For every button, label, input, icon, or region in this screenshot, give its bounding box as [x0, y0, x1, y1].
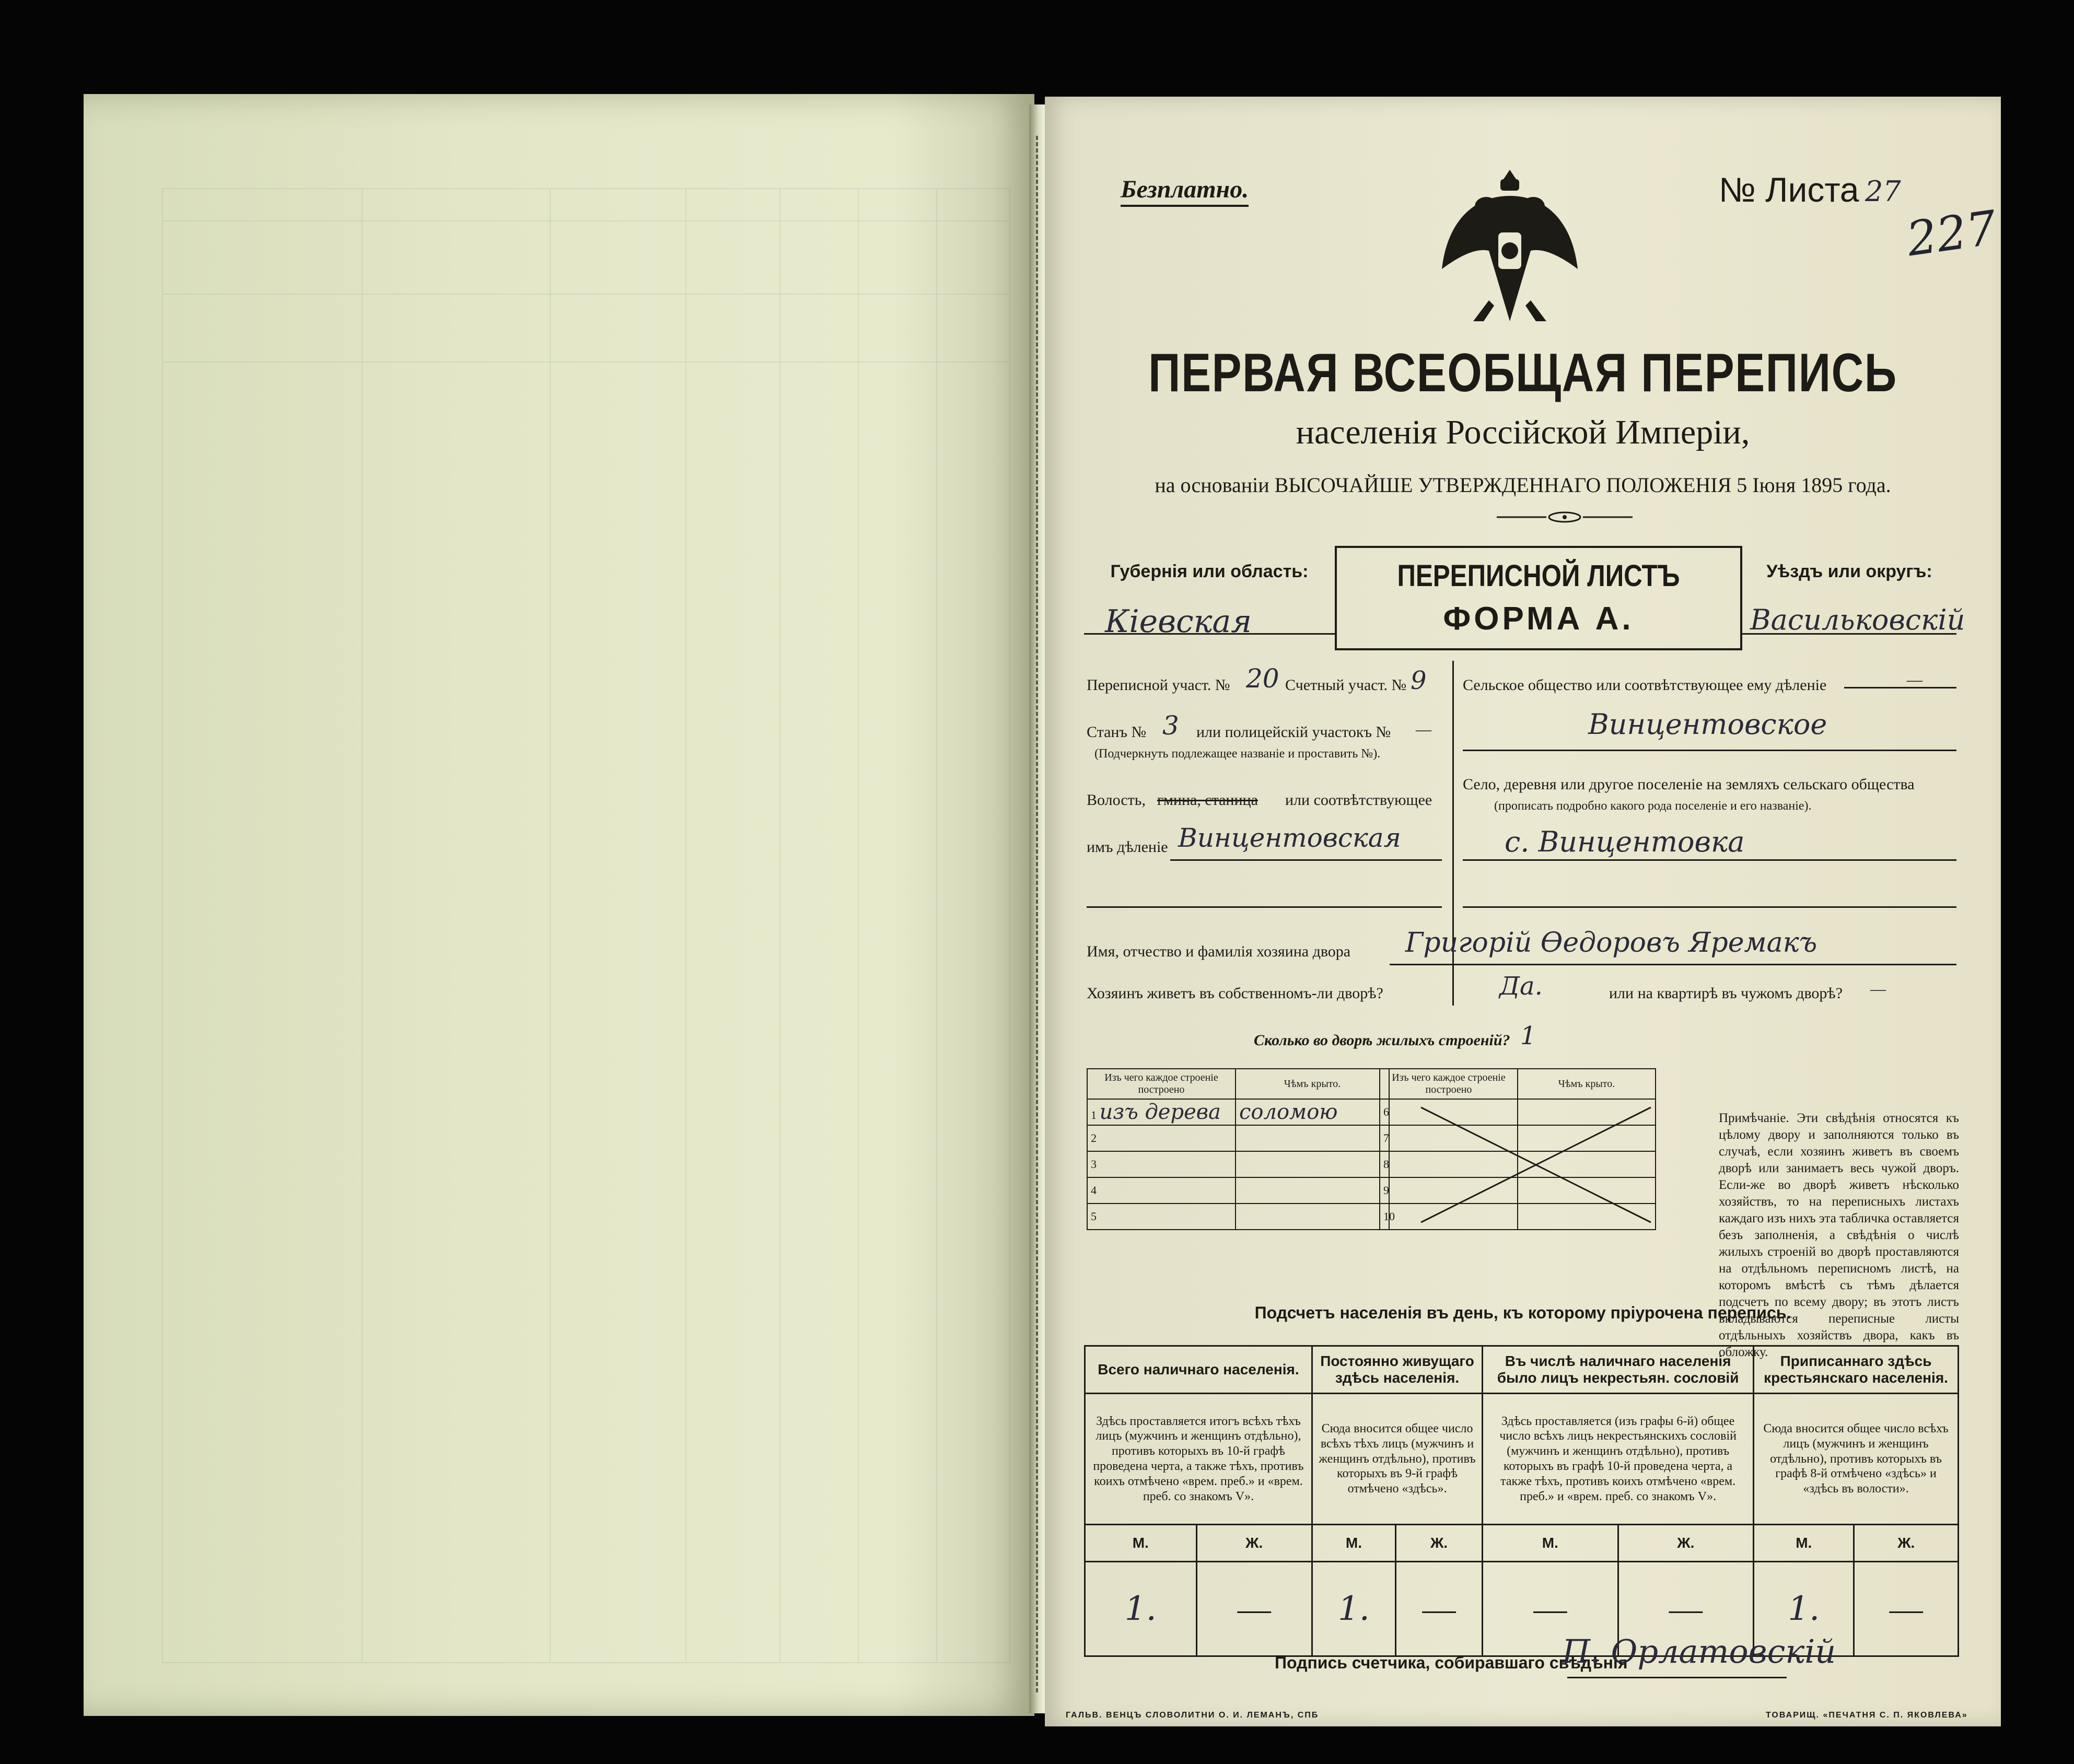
printer-right: ТОВАРИЩ. «ПЕЧАТНЯ С. П. ЯКОВЛЕВА» [1766, 1711, 1968, 1720]
pop-resident-m: 1. [1312, 1562, 1395, 1656]
own-yard-label: Хозяинъ живетъ въ собственномъ-ли дворѣ? [1087, 985, 1383, 1002]
pop-total-f: — [1196, 1562, 1312, 1656]
village-note: (прописать подробно какого рода поселеніе и его названіе). [1494, 799, 1812, 813]
count-district-value: 9 [1411, 666, 1427, 695]
uezd-value: Васильковскій [1750, 603, 1965, 636]
census-district-label: Переписной участ. № [1087, 676, 1230, 694]
pop-registered-m: 1. [1754, 1562, 1854, 1656]
bld-col-roof: Чѣмъ крыто. [1236, 1069, 1389, 1099]
table-row: 6 [1380, 1099, 1656, 1125]
table-row: 4 [1087, 1177, 1389, 1204]
pop-nonpeasant-f: — [1618, 1562, 1754, 1656]
volost-label: Волость, [1087, 791, 1146, 809]
pop-total-m: 1. [1085, 1562, 1197, 1656]
village-society-dash: — [1907, 671, 1922, 688]
pop-col2-desc: Сюда вносится общее число всѣхъ тѣхъ лицъ (мужчинъ и женщинъ отдѣльно), противъ которыхъ въ 9-й графѣ отмѣчено «здѣсь». [1312, 1394, 1482, 1525]
pop-col2-head: Постоянно живущаго здѣсь населенія. [1312, 1346, 1482, 1394]
left-blank-page [84, 94, 1034, 1716]
gubernia-value: Кіевская [1105, 603, 1252, 640]
pop-col3-desc: Здѣсь проставляется (изъ графы 6-й) общее число всѣхъ лицъ некрестьянскихъ сословій (мужчинъ и женщинъ отдѣльно), противъ которыхъ въ графѣ 10-й проведена черта, а также тѣхъ, противъ коихъ отмѣчено «врем. преб.» и «врем. преб. со знакомъ V». [1483, 1394, 1754, 1525]
stan-note: (Подчеркнуть подлежащее названіе и проставить №). [1094, 747, 1381, 761]
rented-value: — [1870, 980, 1886, 998]
volost-suffix-label: или соотвѣтствующее [1285, 791, 1432, 809]
table-row: 5 [1087, 1204, 1389, 1230]
double-headed-eagle-emblem [1431, 165, 1588, 332]
rented-label: или на квартирѣ въ чужомъ дворѣ? [1609, 985, 1843, 1002]
gubernia-cell [1084, 546, 1335, 650]
form-header-box [1084, 546, 1965, 650]
gubernia-label: Губернія или область: [1110, 562, 1309, 581]
margin-number: 227 [1903, 200, 2000, 267]
signature-label: Подпись счетчика, собиравшаго свѣдѣнія [1275, 1653, 1628, 1672]
buildings-table-left [1087, 1068, 1390, 1230]
table-row: 7 [1380, 1125, 1656, 1151]
footnote-text: Примѣчаніе. Эти свѣдѣнія относятся къ цѣлому двору и заполняются только въ случаѣ, если хозяинъ живетъ въ своемъ дворѣ или занимаетъ весь чужой дворъ. Если-же во дворѣ живетъ нѣсколько хозяйствъ, то на переписныхъ листахъ каждаго изъ нихъ эта табличка оставляется безъ заполненія, а свѣдѣнія о числѣ жилыхъ строеній во дворѣ проставляются на отдѣльномъ переписномъ листѣ, на которомъ вмѣстѣ съ тѣмъ дѣлается подсчетъ по всему двору; въ этотъ листъ вкладываются переписные листы отдѣльныхъ хозяйствъ двора, какъ въ обложку. [1719, 1111, 1960, 1359]
pop-resident-f: — [1396, 1562, 1483, 1656]
pop-col4-desc: Сюда вносится общее число всѣхъ лицъ (мужчинъ и женщинъ отдѣльно), противъ которыхъ въ графѣ 8-й отмѣчено «здѣсь» и «здѣсь въ волости». [1754, 1394, 1959, 1525]
uezd-label: Уѣздъ или округъ: [1766, 562, 1932, 581]
sheet-number-value: 27 [1865, 175, 1901, 208]
population-count-table: Всего наличнаго населенія. Постоянно живущаго здѣсь населенія. Въ числѣ наличнаго населенія было лицъ некрестьян. сословій Приписаннаго здѣсь крестьянскаго населенія. Здѣсь проставляется итогъ всѣхъ тѣхъ лицъ (мужчинъ и женщинъ отдѣльно), противъ которыхъ въ 10-й графѣ проведена черта, а также тѣхъ, противъ коихъ отмѣчено «врем. преб.» и «врем. преб. со знакомъ V». Сюда вносится общее число всѣхъ тѣхъ лицъ (мужчинъ и женщинъ отдѣльно), противъ которыхъ въ 9-й графѣ отмѣчено «здѣсь». Здѣсь проставляется (изъ графы 6-й) общее число всѣхъ лицъ некрестьянскихъ сословій (мужчинъ и женщинъ отдѣльно), противъ которыхъ въ графѣ 10-й проведена черта, а также тѣхъ, противъ коихъ отмѣчено «врем. преб.» и «врем. преб. со знакомъ V». Сюда вносится общее число всѣхъ лицъ (мужчинъ и женщинъ отдѣльно), противъ которыхъ въ графѣ 8-й отмѣчено «здѣсь» и «здѣсь въ волости». М. Ж. М. Ж. М. Ж. М. Ж. 1. — 1. — — — 1. — [1084, 1345, 1959, 1657]
table-row: 8 [1380, 1151, 1656, 1177]
table-row: 2 [1087, 1125, 1389, 1151]
bld-1-material: изъ дерева [1099, 1100, 1221, 1124]
table-row: 3 [1087, 1151, 1389, 1177]
pop-nonpeasant-m: — [1483, 1562, 1618, 1656]
table-row: 9 [1380, 1177, 1656, 1204]
volost-label-2: имъ дѣленіе [1087, 838, 1168, 856]
form-legal-basis: на основаніи ВЫСОЧАЙШЕ УТВЕРЖДЕННАГО ПОЛОЖЕНІЯ 5 Іюня 1895 года. [1155, 473, 1891, 497]
form-main-title: ПЕРВАЯ ВСЕОБЩАЯ ПЕРЕПИСЬ [1148, 343, 1897, 403]
volost-struck-label: гмина, станица [1157, 791, 1258, 809]
stan-suffix-value: — [1416, 721, 1431, 738]
buildings-table-right: Изъ чего каждое строеніе построено Чѣмъ крыто. 6 7 8 9 10 [1379, 1068, 1656, 1230]
stan-suffix-label: или полицейскій участокъ № [1196, 723, 1391, 741]
village-society-value: Винцентовское [1588, 708, 1827, 741]
volost-value: Винцентовская [1178, 823, 1401, 853]
buildings-count-value: 1 [1520, 1021, 1536, 1050]
pop-col1-head: Всего наличнаго населенія. [1085, 1346, 1312, 1394]
pop-col4-head: Приписаннаго здѣсь крестьянскаго населенія. [1754, 1346, 1959, 1394]
pop-col1-desc: Здѣсь проставляется итогъ всѣхъ тѣхъ лицъ (мужчинъ и женщинъ отдѣльно), противъ которыхъ въ 10-й графѣ проведена черта, а также тѣхъ, противъ коихъ отмѣчено «врем. преб.» и «врем. преб. со знакомъ V». [1085, 1394, 1312, 1525]
stan-label: Станъ № [1087, 723, 1147, 741]
table-row: 1 изъ дерева соломою [1087, 1099, 1389, 1125]
bld-1-roof: соломою [1236, 1099, 1389, 1125]
form-type: ФОРМА А. [1443, 601, 1634, 637]
village-label: Село, деревня или другое поселеніе на земляхъ сельскаго общества [1463, 776, 1915, 793]
count-section-title: Подсчетъ населенія въ день, къ которому пріурочена перепись. [1254, 1303, 1791, 1322]
uezd-cell [1742, 546, 1965, 650]
binding-stitch [1036, 136, 1038, 1692]
village-value: с. Винцентовка [1505, 825, 1745, 858]
owner-name: Григорій Ѳедоровъ Яремакъ [1405, 927, 1817, 959]
count-district-label: Счетный участ. № [1285, 676, 1407, 694]
printer-left: ГАЛЬВ. ВЕНЦЪ СЛОВОЛИТНИ О. И. ЛЕМАНЪ, СПБ [1066, 1711, 1319, 1720]
bld-col-material: Изъ чего каждое строеніе построено [1087, 1069, 1236, 1099]
ornament-divider [1497, 509, 1633, 525]
crossed-out-mark [1416, 1102, 1656, 1228]
buildings-count-label: Сколько во дворѣ жилыхъ строеній? [1254, 1032, 1510, 1049]
stan-value: 3 [1162, 710, 1179, 741]
table-row: 10 [1380, 1204, 1656, 1230]
form-subtitle: населенія Россійской Имперіи, [1296, 413, 1750, 451]
own-yard-value: Да. [1499, 972, 1543, 1001]
sheet-number-label: № Листа [1719, 170, 1859, 209]
pop-registered-f: — [1854, 1562, 1959, 1656]
census-district-value: 20 [1246, 663, 1279, 694]
census-form-page [1045, 97, 2001, 1726]
village-society-label: Сельское общество или соотвѣтствующее ему дѣленіе [1463, 676, 1827, 694]
pop-col3-head: Въ числѣ наличнаго населенія было лицъ некрестьян. сословій [1483, 1346, 1754, 1394]
free-label: Безплатно. [1121, 175, 1249, 207]
owner-label: Имя, отчество и фамилія хозяина двора [1087, 943, 1351, 960]
show-through-grid [162, 188, 1010, 1663]
form-title-cell [1335, 546, 1742, 650]
form-title: ПЕРЕПИСНОЙ ЛИСТЪ [1397, 559, 1680, 593]
signature-value: П. Орлатовскій [1562, 1632, 1836, 1670]
